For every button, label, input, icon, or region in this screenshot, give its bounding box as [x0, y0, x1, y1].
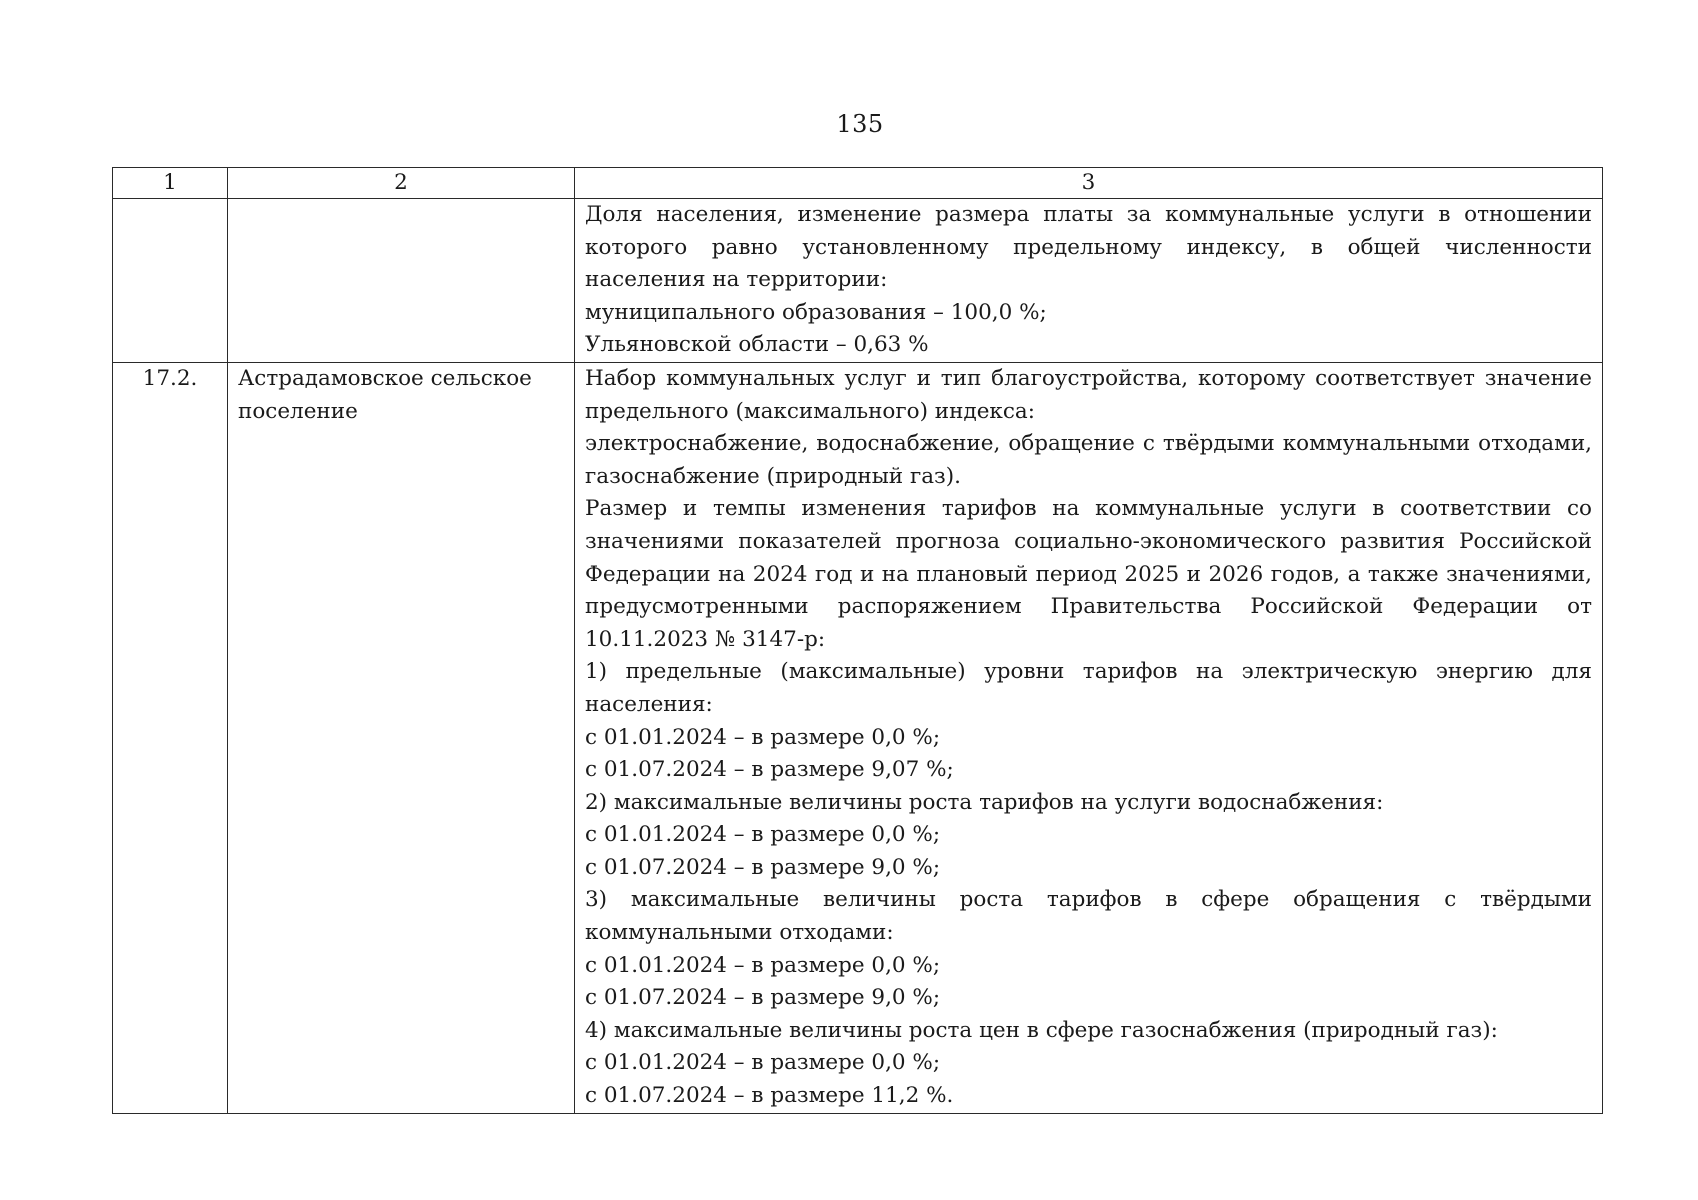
header-cell-3: 3 — [575, 168, 1603, 199]
table-row-17-2 — [113, 362, 1603, 1113]
tariff-item-line: с 01.07.2024 – в размере 9,07 %; — [585, 757, 954, 783]
row-number: 17.2. — [113, 362, 228, 1113]
tariff-item-line: с 01.01.2024 – в размере 0,0 %; — [585, 724, 941, 750]
table-header-row — [113, 168, 1603, 199]
population-share-municipal: муниципального образования – 100,0 %; — [585, 299, 1047, 325]
tariff-item-line: с 01.01.2024 – в размере 0,0 %; — [585, 952, 941, 978]
population-share-intro: Доля населения, изменение размера платы за коммунальные услуги в отношении которого равно установленному предельному индексу, в общей численности населения на территории: — [585, 202, 1592, 293]
header-cell-2: 2 — [228, 168, 575, 199]
row-number-cell — [113, 199, 228, 363]
tariff-item-heading: 2) максимальные величины роста тарифов на услуги водоснабжения: — [585, 789, 1384, 815]
tariff-item-line: с 01.01.2024 – в размере 0,0 %; — [585, 1050, 941, 1076]
tariff-item-line: с 01.07.2024 – в размере 9,0 %; — [585, 854, 941, 880]
page-number: 135 — [836, 110, 884, 138]
header-cell-1: 1 — [113, 168, 228, 199]
tariff-item-line: с 01.07.2024 – в размере 11,2 %. — [585, 1083, 954, 1109]
population-share-region: Ульяновской области – 0,63 % — [585, 332, 929, 358]
tariff-item-heading: 4) максимальные величины роста цен в сфере газоснабжения (природный газ): — [585, 1017, 1498, 1043]
row-name-cell — [228, 199, 575, 363]
tariff-item-heading: 1) предельные (максимальные) уровни тарифов на электрическую энергию для населения: — [585, 659, 1592, 717]
row-content-cell — [575, 199, 1603, 363]
tariff-item-heading: 3) максимальные величины роста тарифов в сфере обращения с твёрдыми коммунальными отходами: — [585, 887, 1592, 946]
tariff-table — [112, 167, 1603, 1114]
tariff-item-line: с 01.01.2024 – в размере 0,0 %; — [585, 822, 941, 848]
settlement-name: Астрадамовское сельское поселение — [228, 362, 575, 1113]
table-row-continued — [113, 199, 1603, 363]
utility-set-paragraph: Набор коммунальных услуг и тип благоустройства, которому соответствует значение предельного (максимального) индекса: — [585, 365, 1592, 424]
row-content-cell — [575, 362, 1603, 1113]
tariff-item-line: с 01.07.2024 – в размере 9,0 %; — [585, 985, 941, 1011]
tariff-rates-paragraph: Размер и темпы изменения тарифов на коммунальные услуги в соответствии со значениями показателей прогноза социально-экономического развития Российской Федерации на 2024 год и на плановый период 2025 и 2026 годов, а также значениями, предусмотренными распоряжением Правительства Российской Федерации от 10.11.2023 № 3147-р: — [585, 496, 1592, 652]
utility-list-paragraph: электроснабжение, водоснабжение, обращение с твёрдыми коммунальными отходами, газоснабжение (природный газ). — [585, 431, 1592, 489]
